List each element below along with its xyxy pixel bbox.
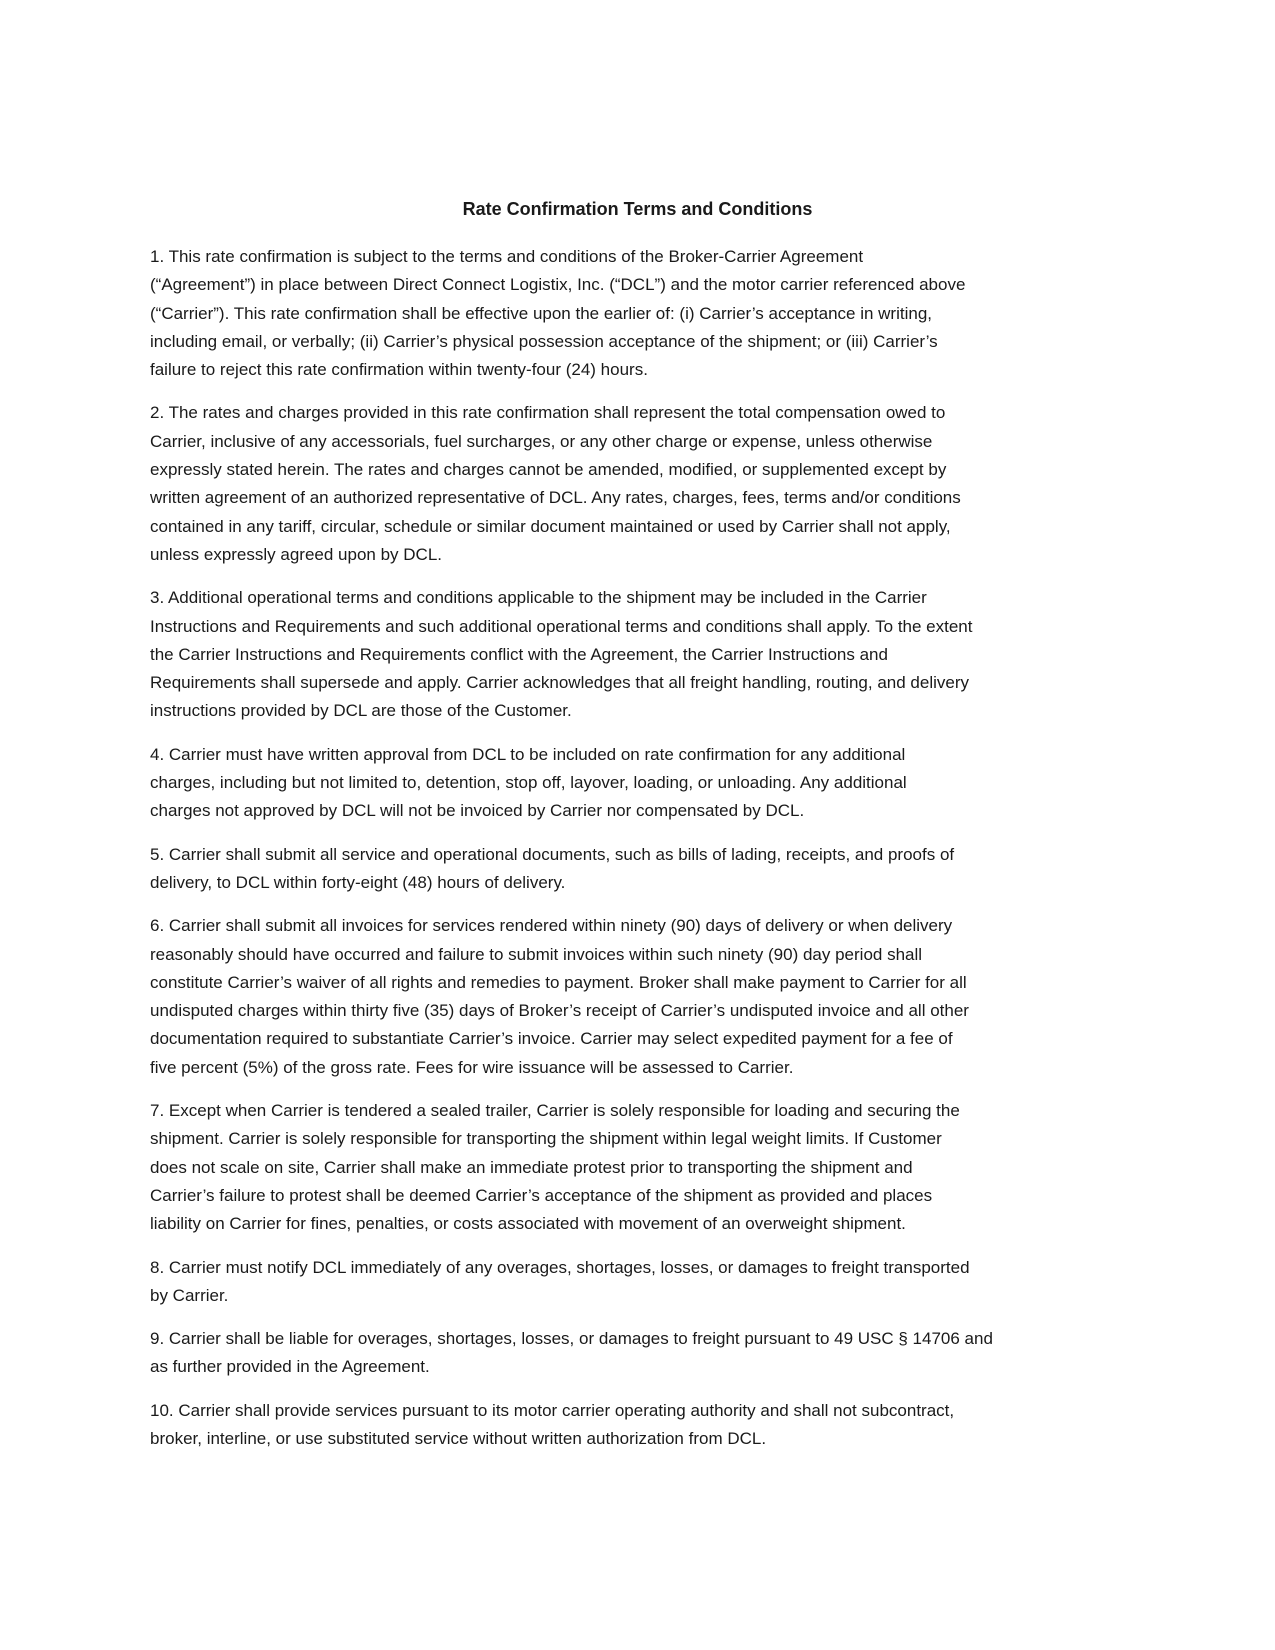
paragraph-line: broker, interline, or use substituted service without written authorization from DCL. (150, 1428, 767, 1448)
paragraph-line: charges not approved by DCL will not be invoiced by Carrier nor compensated by DCL. (150, 801, 805, 821)
paragraph-line: 5. Carrier shall submit all service and operational documents, such as bills of lading, receipts, and proofs of (150, 844, 955, 864)
paragraph-line: 7. Except when Carrier is tendered a sealed trailer, Carrier is solely responsible for loading and securing the (150, 1101, 960, 1121)
document-title: Rate Confirmation Terms and Conditions (462, 199, 813, 219)
paragraph-line: shipment. Carrier is solely responsible for transporting the shipment within legal weight limits. If Customer (150, 1129, 942, 1149)
paragraph-line: by Carrier. (150, 1285, 229, 1305)
paragraph-line: Carrier’s failure to protest shall be deemed Carrier’s acceptance of the shipment as provided and places (150, 1185, 933, 1205)
paragraph-line: 6. Carrier shall submit all invoices for services rendered within ninety (90) days of delivery or when delivery (150, 916, 953, 936)
terms-paragraph-9 (150, 1325, 1120, 1382)
terms-paragraph-2 (150, 399, 1120, 569)
paragraph-line: reasonably should have occurred and failure to submit invoices within such ninety (90) day period shall (150, 944, 923, 964)
paragraph-line: 1. This rate confirmation is subject to the terms and conditions of the Broker-Carrier Agreement (150, 247, 864, 266)
paragraph-line: the Carrier Instructions and Requirements conflict with the Agreement, the Carrier Instructions and (150, 644, 888, 664)
terms-paragraph-7 (150, 1097, 1120, 1238)
paragraph-line: expressly stated herein. The rates and charges cannot be amended, modified, or supplemented except by (150, 460, 947, 480)
paragraph-line: 2. The rates and charges provided in this rate confirmation shall represent the total compensation owed to (150, 403, 946, 423)
paragraph-line: Requirements shall supersede and apply. Carrier acknowledges that all freight handling, routing, and delivery (150, 673, 969, 693)
paragraph-line: does not scale on site, Carrier shall make an immediate protest prior to transporting the shipment and (150, 1157, 913, 1177)
paragraph-line: undisputed charges within thirty five (35) days of Broker’s receipt of Carrier’s undisputed invoice and all other (150, 1001, 969, 1021)
paragraph-line: documentation required to substantiate Carrier’s invoice. Carrier may select expedited payment for a fee of (150, 1029, 953, 1049)
paragraph-line: five percent (5%) of the gross rate. Fees for wire issuance will be assessed to Carrier. (150, 1057, 794, 1077)
paragraph-line: charges, including but not limited to, detention, stop off, layover, loading, or unloading. Any additional (150, 773, 907, 793)
paragraph-line: 8. Carrier must notify DCL immediately of any overages, shortages, losses, or damages to freight transported (150, 1257, 970, 1277)
paragraph-line: 9. Carrier shall be liable for overages, shortages, losses, or damages to freight pursuant to 49 USC § 14706 and (150, 1329, 993, 1349)
paragraph-line: 10. Carrier shall provide services pursuant to its motor carrier operating authority and shall not subcontract, (150, 1400, 955, 1420)
paragraph-line: 3. Additional operational terms and conditions applicable to the shipment may be included in the Carrier (150, 588, 927, 608)
terms-paragraph-8 (150, 1254, 1120, 1311)
terms-paragraph-1 (150, 243, 1120, 384)
terms-body (150, 243, 1120, 1468)
paragraph-line: (“Carrier”). This rate confirmation shall be effective upon the earlier of: (i) Carrier’s acceptance in writing, (150, 303, 932, 323)
terms-paragraph-10 (150, 1397, 1120, 1454)
paragraph-line: Instructions and Requirements and such additional operational terms and conditions shall apply. To the extent (150, 616, 973, 636)
terms-paragraph-4 (150, 741, 1120, 826)
terms-paragraph-3 (150, 584, 1120, 725)
paragraph-line: including email, or verbally; (ii) Carrier’s physical possession acceptance of the shipment; or (iii) Carrier’s (150, 331, 938, 351)
paragraph-line: written agreement of an authorized representative of DCL. Any rates, charges, fees, terms and/or conditions (150, 488, 961, 508)
terms-paragraph-6 (150, 912, 1120, 1082)
paragraph-line: failure to reject this rate confirmation within twenty-four (24) hours. (150, 360, 648, 380)
terms-paragraph-5 (150, 841, 1120, 898)
paragraph-line: constitute Carrier’s waiver of all rights and remedies to payment. Broker shall make payment to Carrier for all (150, 972, 967, 992)
paragraph-line: unless expressly agreed upon by DCL. (150, 544, 442, 564)
paragraph-line: (“Agreement”) in place between Direct Connect Logistix, Inc. (“DCL”) and the motor carrier referenced above (150, 275, 966, 295)
paragraph-line: contained in any tariff, circular, schedule or similar document maintained or used by Carrier shall not apply, (150, 516, 951, 536)
paragraph-line: liability on Carrier for fines, penalties, or costs associated with movement of an overweight shipment. (150, 1214, 906, 1234)
paragraph-line: as further provided in the Agreement. (150, 1357, 430, 1377)
paragraph-line: 4. Carrier must have written approval from DCL to be included on rate confirmation for any additional (150, 744, 906, 764)
paragraph-line: instructions provided by DCL are those of the Customer. (150, 701, 572, 721)
paragraph-line: delivery, to DCL within forty-eight (48) hours of delivery. (150, 872, 566, 892)
paragraph-line: Carrier, inclusive of any accessorials, fuel surcharges, or any other charge or expense, unless otherwise (150, 431, 933, 451)
